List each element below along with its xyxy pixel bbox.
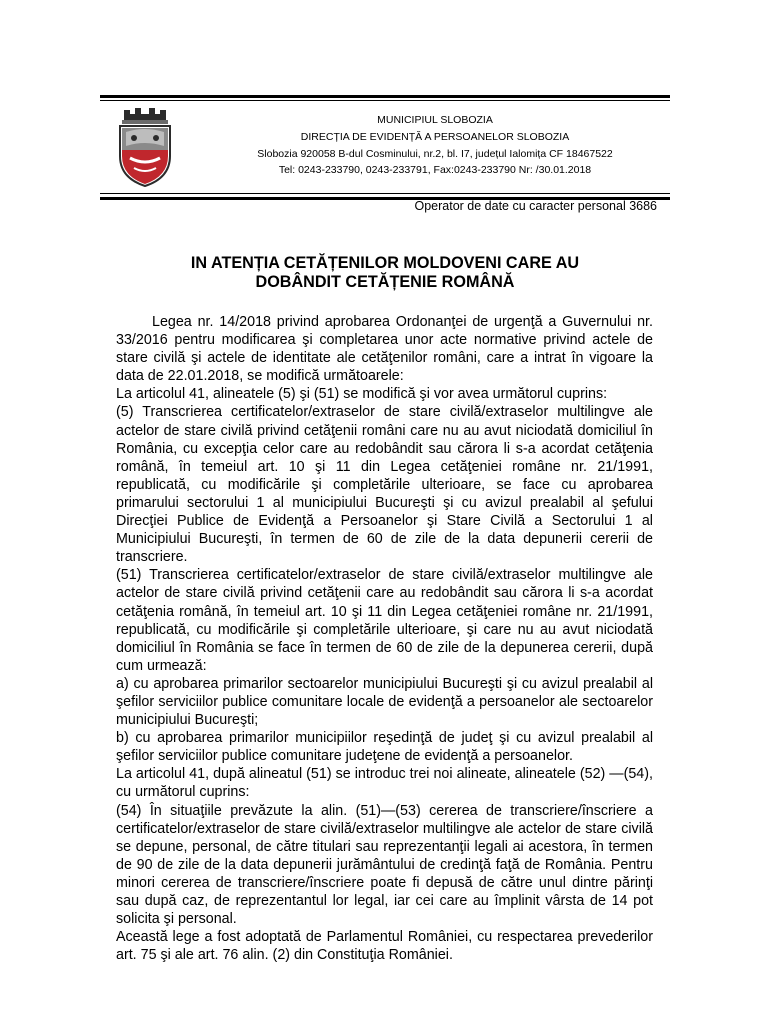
coat-of-arms-icon [112, 106, 178, 188]
paragraph-alin-51: (51) Transcrierea certificatelor/extraselor de stare civilă/extraselor multilingve ale actelor de stare civilă privind cetăţenii care au redobândit sau cărora li s-a acordat cetăţenia română, în temeiul art. 10 şi 11 din Legea cetăţeniei române nr. 21/1991, republicată, cu modificările şi completările ulterioare, şi care nu au avut niciodată domiciliul în România se face în termen de 60 de zile de la depunerea cererii, după cum urmează: [116, 567, 653, 674]
operator-notice: Operator de date cu caracter personal 3686 [414, 199, 657, 213]
title-line-1: IN ATENȚIA CETĂȚENILOR MOLDOVENI CARE AU [190, 254, 580, 272]
paragraph-point-a: a) cu aprobarea primarilor sectoarelor municipiului Bucureşti şi cu avizul prealabil al şefilor serviciilor publice comunitare locale de evidenţă a persoanelor ale sectoarelor municipiului Bucureşti; [116, 675, 653, 729]
paragraph-alin-54: (54) În situaţiile prevăzute la alin. (51)—(53) cererea de transcriere/înscriere a certificatelor/extraselor de stare civilă/extraselor multilingve ale actelor de stare civilă se depune, personal, de către titulari sau reprezentanţii legali ai acestora, în termen de 90 de zile de la data depunerii jurământului de credinţă faţă de România. Pentru minori cererea de transcriere/înscriere poate fi depusă de către unul dintre părinţi sau după caz, de reprezentantul lor legal, iar cei care au împlinit vârsta de 14 pot solicita şi personal. [116, 802, 653, 928]
header-department-name: DIRECȚIA DE EVIDENȚĂ A PERSOANELOR SLOBOZIA [300, 131, 570, 143]
header-address: Slobozia 920058 B-dul Cosminului, nr.2, bl. I7, județul Ialomița CF 18467522 [257, 148, 613, 160]
document-title [100, 254, 670, 292]
paragraph-article-41-intro: La articolul 41, alineatele (5) şi (51) se modifică şi vor avea următorul cuprins: [116, 386, 608, 403]
paragraph-point-b: b) cu aprobarea primarilor municipiilor reşedinţă de judeţ şi cu avizul prealabil al şefilor serviciilor publice comunitare judeţene de evidenţă a persoanelor. [116, 730, 653, 765]
header-rule-bottom-thin [100, 193, 670, 194]
paragraph-alin-5: (5) Transcrierea certificatelor/extraselor de stare civilă/extraselor multilingve ale actelor de stare civilă privind cetăţenii români care nu au avut niciodată domiciliul în România, cu excepţia celor care au redobândit sau cărora li s-a acordat cetăţenia română, în temeiul art. 10 şi 11 din Legea cetăţeniei române nr. 21/1991, republicată, cu modificările şi completările ulterioare, se face cu aprobarea primarului sectorului 1 al municipiului Bucureşti şi cu avizul prealabil al şefului Direcţiei Publice de Evidenţă a Persoanelor şi Stare Civilă a Sectorului 1 al Municipiului Bucureşti, în termen de 60 de zile de la data depunerii cererii de transcriere. [116, 404, 653, 566]
header-contact: Tel: 0243-233790, 0243-233791, Fax:0243-233790 Nr: /30.01.2018 [278, 164, 592, 176]
header-institution-name: MUNICIPIUL SLOBOZIA [377, 114, 493, 126]
paragraph-new-alineate: La articolul 41, după alineatul (51) se introduc trei noi alineate, alineatele (52) —(54), cu următorul cuprins: [116, 766, 653, 801]
header-rule-top [100, 95, 670, 98]
title-line-2: DOBÂNDIT CETĂȚENIE ROMÂNĂ [255, 273, 515, 291]
header-rule-top-thin [100, 100, 670, 101]
document-body [116, 313, 653, 964]
paragraph-closing: Această lege a fost adoptată de Parlamentul României, cu respectarea prevederilor art. 75 şi ale art. 76 alin. (2) din Constituţia României. [116, 929, 653, 964]
paragraph-intro: Legea nr. 14/2018 privind aprobarea Ordonanţei de urgenţă a Guvernului nr. 33/2016 pentru modificarea şi completarea unor acte normative privind actele de stare civilă şi actele de identitate ale cetăţenilor români, care a intrat în vigoare la data de 22.01.2018, se modifică următoarele: [116, 314, 653, 385]
